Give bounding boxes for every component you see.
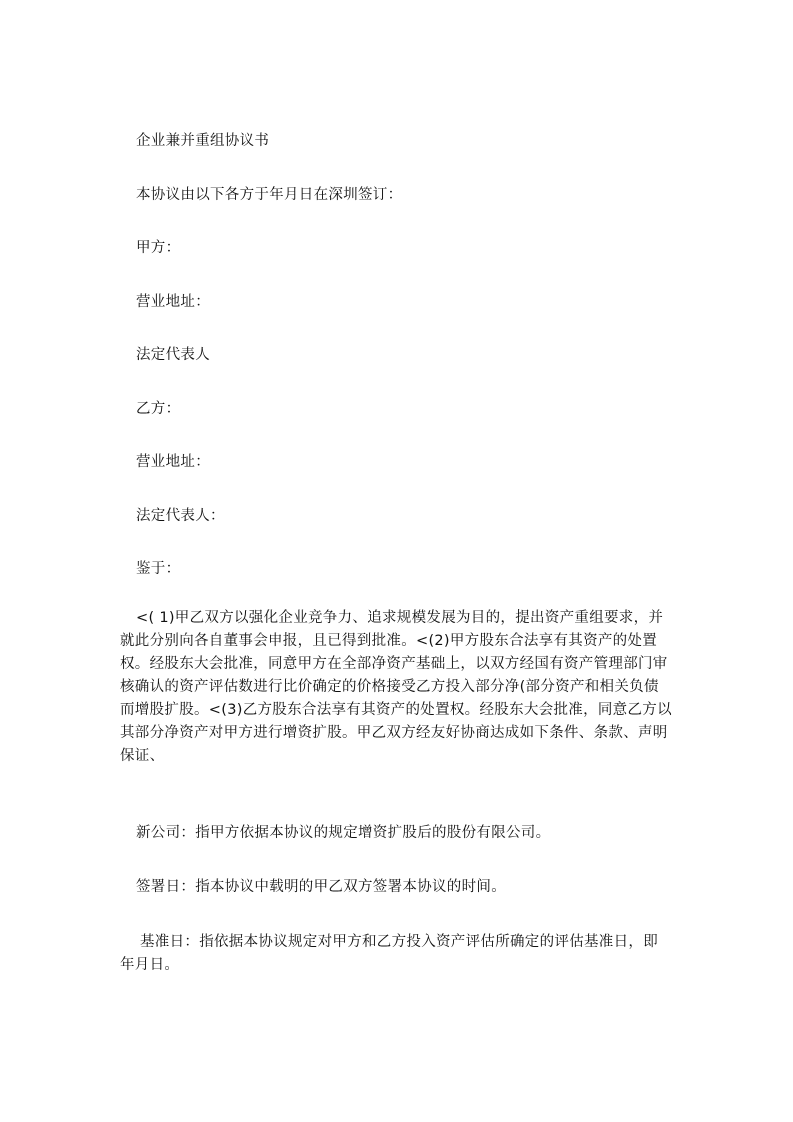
party-a-address-label: 营业地址：	[136, 294, 210, 310]
party-a-rep-label: 法定代表人	[136, 347, 210, 363]
recitals-line: 而增股扩股。<(3)乙方股东合法享有其资产的处置权。经股东大会批准，同意乙方以	[120, 702, 672, 718]
recitals-line: 核确认的资产评估数进行比价确定的价格接受乙方投入部分净(部分资产和相关负债	[120, 679, 659, 695]
recitals-paragraph	[120, 607, 720, 768]
recitals-line: 权。经股东大会批准，同意甲方在全部净资产基础上，以双方经国有资产管理部门审	[120, 656, 668, 672]
party-b-label: 乙方：	[136, 401, 181, 417]
recitals-line: 其部分净资产对甲方进行增资扩股。甲乙双方经友好协商达成如下条件、条款、声明	[120, 725, 668, 741]
recitals-line: <( 1)甲乙双方以强化企业竞争力、追求规模发展为目的，提出资产重组要求，并	[136, 610, 664, 626]
definition-base-date	[120, 931, 720, 977]
party-a-label: 甲方：	[136, 240, 181, 256]
recitals-line: 保证、	[120, 748, 165, 764]
base-date-line: 年月日。	[120, 957, 180, 973]
definition-new-company: 新公司：指甲方依据本协议的规定增资扩股后的股份有限公司。	[136, 825, 551, 841]
whereas-heading: 鉴于：	[136, 561, 181, 577]
party-b-address-label: 营业地址：	[136, 454, 210, 470]
recitals-line: 就此分别向各自董事会申报，且已得到批准。<(2)甲方股东合法享有其资产的处置	[120, 633, 658, 649]
intro-line: 本协议由以下各方于年月日在深圳签订：	[136, 187, 403, 203]
definition-signing-date: 签署日：指本协议中载明的甲乙双方签署本协议的时间。	[136, 879, 506, 895]
document-title: 企业兼并重组协议书	[136, 133, 270, 149]
base-date-line: 基准日：指依据本协议规定对甲方和乙方投入资产评估所确定的评估基准日，即	[140, 934, 658, 950]
party-b-rep-label: 法定代表人：	[136, 508, 225, 524]
